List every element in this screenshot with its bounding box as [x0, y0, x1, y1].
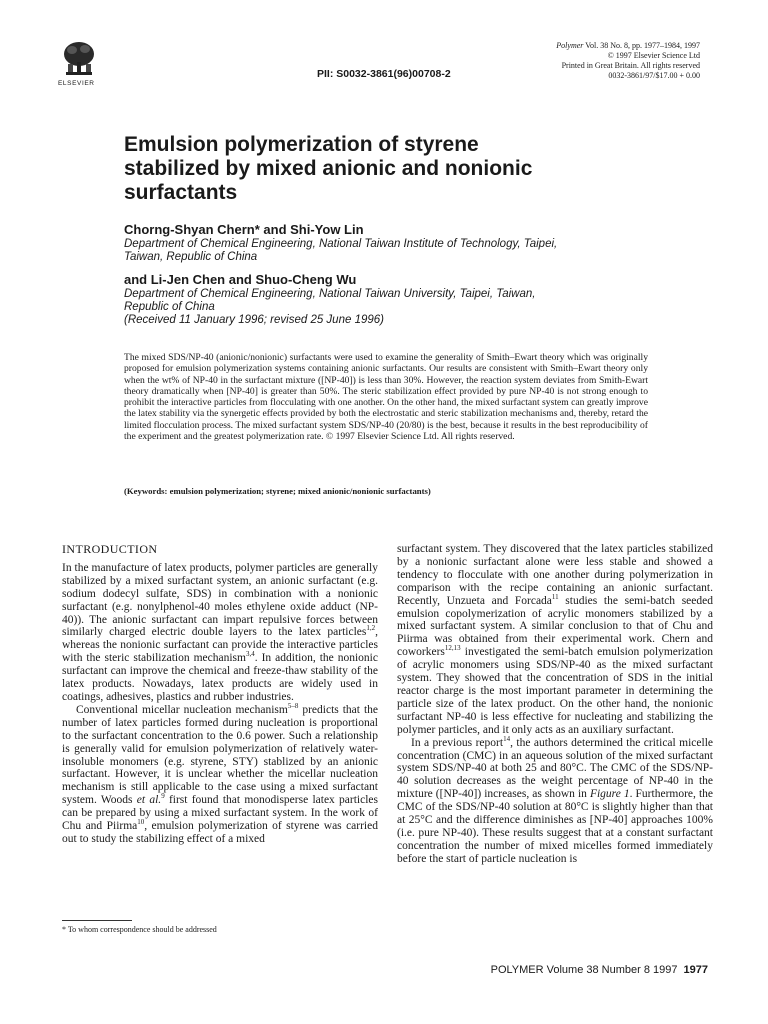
- elsevier-tree-logo: [62, 40, 96, 82]
- affiliation-line: Department of Chemical Engineering, National Taiwan University, Taipei, Taiwan,: [124, 288, 536, 300]
- paragraph: In a previous report$^{14}$, the authors determined the critical micelle concentration (CMC) in an aqueous solution of the mixed surfactant system SDS/NP-40 at both 25 and 80°C. The CMC of the SDS/NP-40 solution decreases as the weight percentage of NP-40 in the mixture ([NP-40]) increases, as shown in Figure 1. Furthermore, the CMC of the SDS/NP-40 solution at 80°C is slightly higher than that at 25°C and the difference diminishes as [NP-40] approaches 100% (i.e. pure NP-40). These results suggest that at a constant surfactant concentration the number of mixed micelles formed immediately before the start of particle nucleation is: [397, 734, 713, 865]
- copyright-line: © 1997 Elsevier Science Ltd: [607, 51, 700, 60]
- section-heading: INTRODUCTION: [62, 542, 158, 556]
- article-title: [124, 133, 684, 205]
- keywords: (Keywords: emulsion polymerization; styrene; mixed anionic/nonionic surfactants): [124, 486, 431, 496]
- footer-journal: POLYMER Volume 38 Number 8 1997: [490, 964, 678, 976]
- pii-identifier: PII: S0032-3861(96)00708-2: [317, 68, 451, 80]
- received-dates: (Received 11 January 1996; revised 25 June 1996): [124, 314, 384, 326]
- footnote: * To whom correspondence should be addressed: [62, 925, 217, 934]
- body-column-left: [62, 543, 378, 846]
- affiliation-line: Republic of China: [124, 301, 215, 313]
- page-number: 1977: [683, 964, 708, 976]
- author-names: Chorng-Shyan Chern* and Shi-Yow Lin: [124, 222, 364, 237]
- author-group-1: [124, 222, 664, 264]
- citation-line: [556, 41, 700, 51]
- page-footer: [491, 964, 708, 976]
- citation-journal: Polymer: [556, 41, 584, 50]
- paragraph: In the manufacture of latex products, polymer particles are generally stabilized by a mixed surfactant system, an anionic surfactant (e.g. sodium dodecyl sulfate, SDS) in combination with a nonionic surfactant (e.g. nonylphenol-40 moles ethylene oxide adduct (NP-40)). The anionic surfactant can impart repulsive forces between similarly charged electric double layers to the latex particles$^{1,2}$, whereas the nonionic surfactant can provide the interactive particles with the steric stabilization mechanism$^{3,4}$. In addition, the nonionic surfactant can improve the chemical and freeze-thaw stability of the latex products. Nowadays, latex products are widely used in coatings, adhesives, plastics and rubber industries.: [62, 561, 378, 703]
- footnote-rule: [62, 920, 132, 921]
- citation-volume: Vol. 38 No. 8, pp. 1977–1984, 1997: [583, 41, 700, 50]
- publisher-name: ELSEVIER: [58, 80, 95, 87]
- author-names: and Li-Jen Chen and Shuo-Cheng Wu: [124, 272, 357, 287]
- paragraph: Conventional micellar nucleation mechanism$^{5-8}$ predicts that the number of latex particles formed during nucleation is proportional to the surfactant concentration to the 0.6 power. Such a relationship is generally valid for emulsion polymerization of relatively water-insoluble monomers (e.g. styrene, STY) stablized by an anionic surfactant. However, it is unclear whether the micellar nucleation mechanism is still applicable to the case using a mixed surfactant system. Woods et al.$^9$ first found that monodisperse latex particles can be prepared by using a mixed surfactant system. In the work of Chu and Piirma$^{10}$, emulsion polymerization of styrene was carried out to study the stabilizing effect of a mixed: [62, 702, 379, 845]
- affiliation-line: Taiwan, Republic of China: [124, 251, 258, 263]
- paragraph: surfactant system. They discovered that the latex particles stabilized by a nonionic surfactant alone were less stable and showed a tendency to flocculate with one another during polymerization in comparison with the recipe containing an anionic surfactant. Recently, Unzueta and Forcada$^{11}$ studies the semi-batch seeded emulsion copolymerization of acrylic monomers stabilized by a mixed surfactant system. A similar conclusion to that of Chu and Piirma was obtained from their experimental work. Chern and coworkers$^{12,13}$ investigated the semi-batch emulsion polymerization of acrylic monomers using SDS/NP-40 as the mixed surfactant system. They showed that the concentration of SDS in the initial reactor charge is the most important parameter in determining the particle size of the latex product. On the other hand, the nonionic surfactant NP-40 is less effective for nucleating and stabilizing the polymer particles, and it only acts as an auxiliary surfactant.: [397, 543, 713, 736]
- price-line: 0032-3861/97/$17.00 + 0.00: [608, 71, 700, 80]
- title-line: Emulsion polymerization of styrene: [124, 133, 479, 156]
- title-line: stabilized by mixed anionic and nonionic: [124, 157, 533, 180]
- body-column-right: [397, 543, 713, 866]
- abstract: The mixed SDS/NP-40 (anionic/nonionic) surfactants were used to examine the generality of Smith–Ewart theory which was originally proposed for emulsion polymerization systems containing anionic surfactants. Our results are consistent with Smith–Ewart theory only when the wt% of NP-40 in the surfactant mixture ([NP-40]) is less than 30%. However, the reaction system deviates from Smith-Ewart theory dramatically when [NP-40] is greater than 50%. The steric stabilization effect provided by pure NP-40 is not strong enough to prohibit the interactive particles from flocculating with one another. On the other hand, the mixed surfactant system can greatly improve the latex stability via the synergetic effects provided by both the electrostatic and steric stabilization mechanisms and, thereby, retard the limited flocculation process. The mixed surfactant system SDS/NP-40 (20/80) is the best, because it results in the best reproducibility of the experiment and the greatest polymerization rate. © 1997 Elsevier Science Ltd. All rights reserved.: [124, 352, 648, 443]
- printed-line: Printed in Great Britain. All rights reserved: [561, 61, 700, 70]
- citation-block: [556, 41, 700, 81]
- author-group-2: [124, 272, 664, 327]
- title-line: surfactants: [124, 181, 238, 204]
- affiliation-line: Department of Chemical Engineering, National Taiwan Institute of Technology, Taipei,: [124, 238, 558, 250]
